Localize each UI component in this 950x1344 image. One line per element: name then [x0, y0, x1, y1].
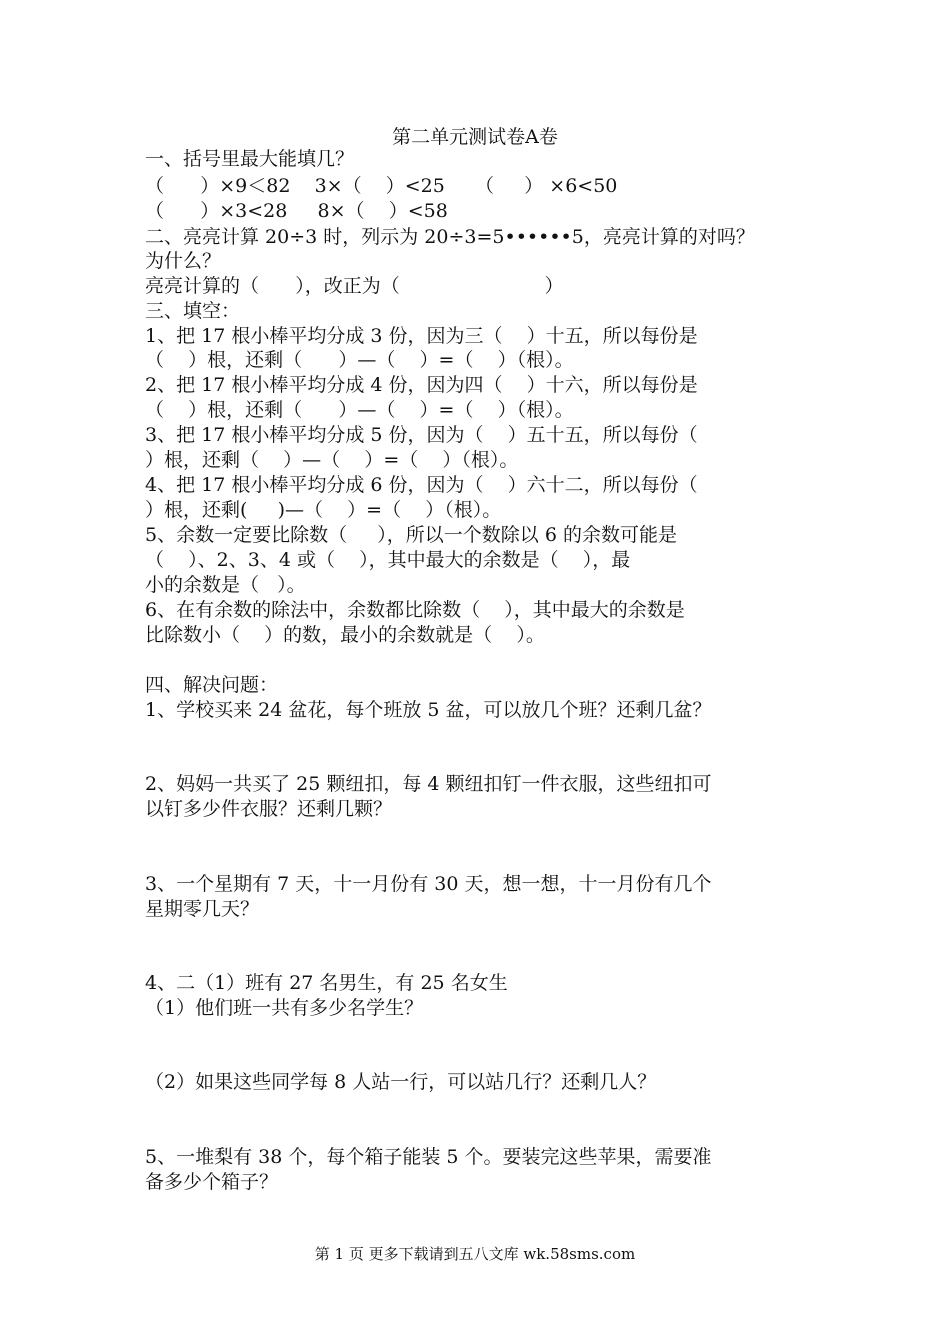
- question-line: ）根，还剩( )—（ ）=（ ）（根）。: [145, 499, 502, 521]
- question-line: 6、在有余数的除法中，余数都比除数（ ），其中最大的余数是: [145, 599, 685, 621]
- section-2-heading: 二、亮亮计算 20÷3 时，列示为 20÷3=5••••••5，亮亮计算的对吗？: [145, 226, 755, 248]
- problem-line: 3、一个星期有 7 天，十一月份有 30 天，想一想，十一月份有几个: [145, 873, 712, 895]
- problem-line: （2）如果这些同学每 8 人站一行，可以站几行？还剩几人？: [145, 1071, 657, 1093]
- question-line: 5、余数一定要比除数（ ），所以一个数除以 6 的余数可能是: [145, 524, 677, 546]
- question-line: 亮亮计算的（ ），改正为（ ）: [145, 275, 564, 297]
- problem-line: 5、一堆梨有 38 个，每个箱子能装 5 个。要装完这些苹果，需要准: [145, 1146, 712, 1168]
- problem-line: 备多少个箱子？: [145, 1171, 279, 1193]
- section-4-heading: 四、解决问题：: [145, 674, 279, 696]
- question-line: （ ）×3<28 8×（ ）<58: [145, 200, 448, 222]
- question-line: 3、把 17 根小棒平均分成 5 份，因为（ ）五十五，所以每份（: [145, 424, 698, 446]
- problem-line: （1）他们班一共有多少名学生？: [145, 997, 424, 1019]
- question-line: 为什么？: [145, 250, 222, 272]
- problem-line: 星期零几天？: [145, 898, 260, 920]
- question-line: 小的余数是（ ）。: [145, 574, 306, 596]
- section-1-heading: 一、括号里最大能填几？: [145, 148, 355, 170]
- problem-line: 1、学校买来 24 盆花，每个班放 5 盆，可以放几个班？还剩几盆？: [145, 699, 712, 721]
- problem-line: 2、妈妈一共买了 25 颗纽扣，每 4 颗纽扣钉一件衣服，这些纽扣可: [145, 773, 712, 795]
- question-line: 4、把 17 根小棒平均分成 6 份，因为（ ）六十二，所以每份（: [145, 474, 698, 496]
- question-line: （ ）根，还剩（ ）—（ ）=（ ）（根）。: [145, 399, 574, 421]
- question-line: （ ）根，还剩（ ）—（ ）=（ ）（根）。: [145, 349, 574, 371]
- problem-line: 4、二（1）班有 27 名男生，有 25 名女生: [145, 972, 508, 994]
- question-line: 1、把 17 根小棒平均分成 3 份，因为三（ ）十五，所以每份是: [145, 325, 698, 347]
- question-line: （ ）×9＜82 3×（ ）<25 （ ） ×6<50: [145, 175, 618, 197]
- question-line: （ ）、2、3、4 或（ ），其中最大的余数是（ ），最: [145, 549, 631, 571]
- section-3-heading: 三、填空：: [145, 300, 241, 322]
- question-line: 2、把 17 根小棒平均分成 4 份，因为四（ ）十六，所以每份是: [145, 374, 698, 396]
- question-line: ）根，还剩（ ）—（ ）=（ ）（根）。: [145, 449, 519, 471]
- problem-line: 以钉多少件衣服？还剩几颗？: [145, 798, 393, 820]
- question-line: 比除数小（ ）的数，最小的余数就是（ ）。: [145, 624, 545, 646]
- page-title: 第二单元测试卷A卷: [392, 126, 558, 148]
- page-footer: 第 1 页 更多下载请到五八文库 wk.58sms.com: [314, 1245, 636, 1263]
